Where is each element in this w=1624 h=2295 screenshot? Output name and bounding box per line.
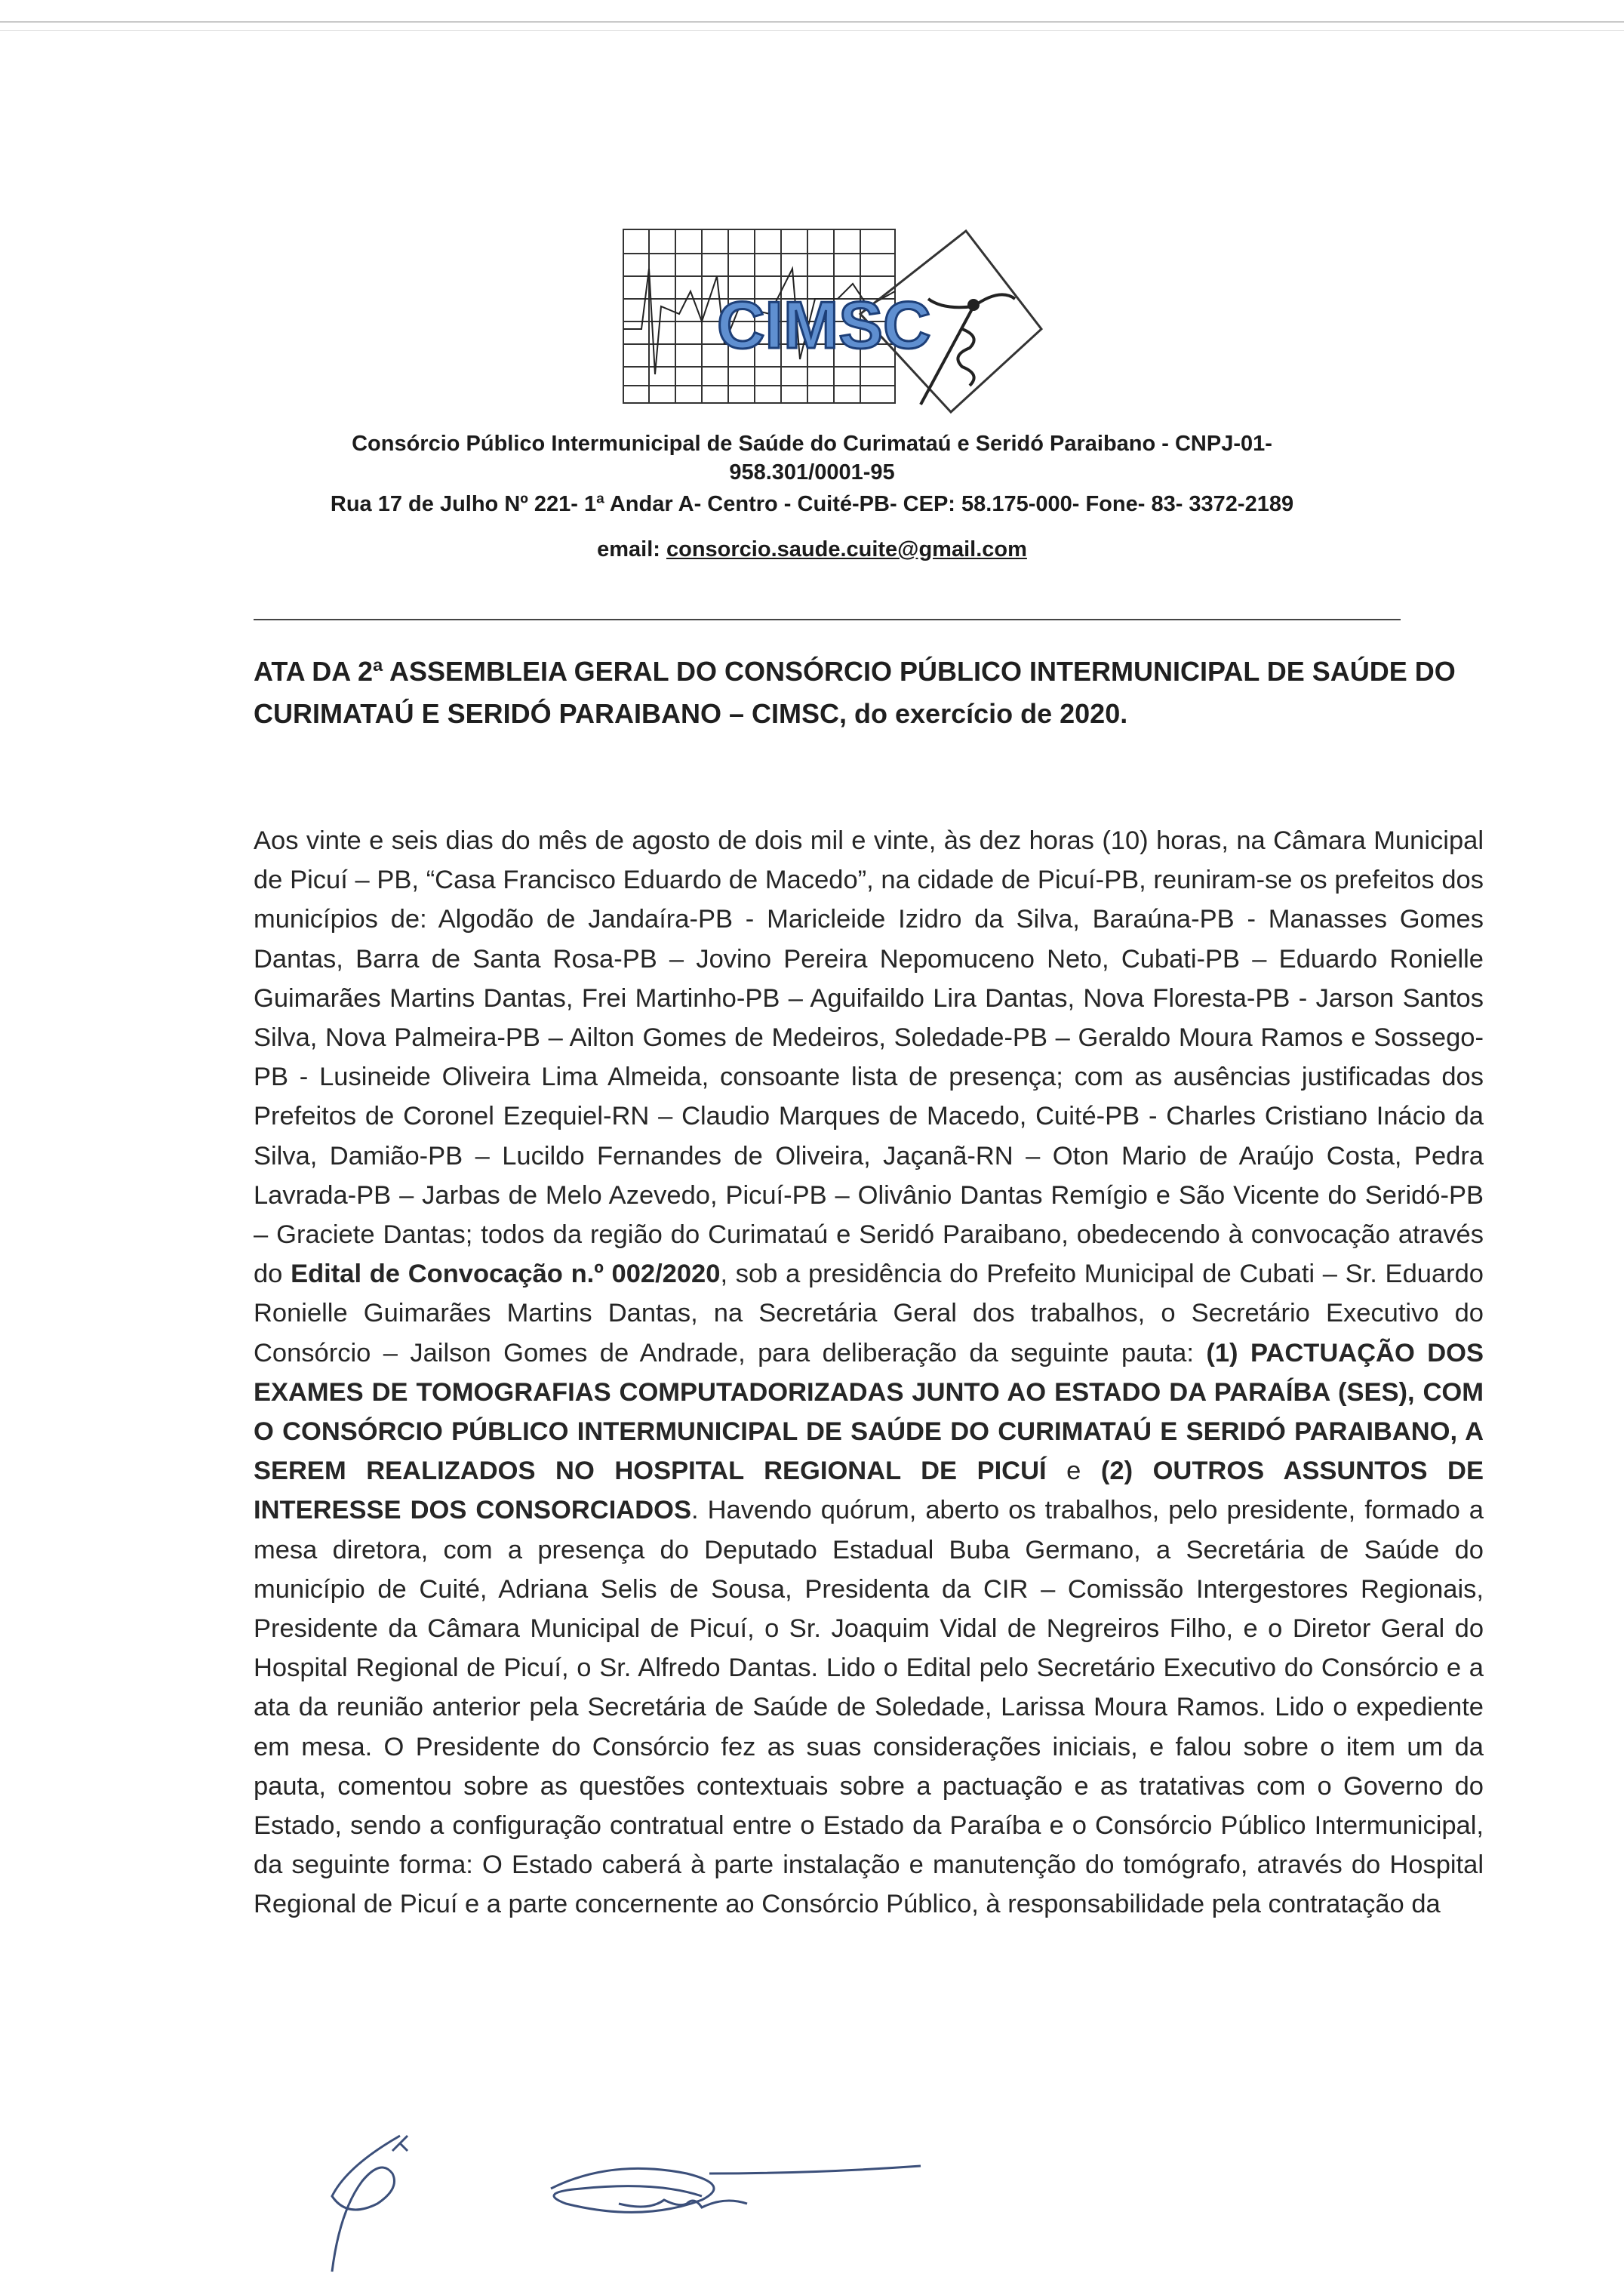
scan-edge-2 bbox=[0, 30, 1624, 31]
cimsc-logo bbox=[619, 223, 1102, 450]
signature-1 bbox=[332, 2136, 408, 2272]
header-divider bbox=[254, 619, 1401, 620]
header-line-2: 958.301/0001-95 bbox=[729, 460, 895, 485]
body-presidency: , sob a presidência do Prefeito Municipal de Cubati – Sr. Eduardo Ronielle Guimarães Martins Dantas, na Secretária Geral dos trabalhos, o Secretário Executivo do Consórcio – Jailson Gomes de Andrade, para deliberação da seguinte pauta: bbox=[254, 1260, 1484, 1367]
title-line-2: CURIMATAÚ E SERIDÓ PARAIBANO – CIMSC, do exercício de 2020. bbox=[254, 698, 1128, 729]
body-agenda-item-2: (2) OUTROS ASSUNTOS DE INTERESSE DOS CONSORCIADOS bbox=[254, 1457, 1484, 1525]
title-line-1: ATA DA 2ª ASSEMBLEIA GERAL DO CONSÓRCIO PÚBLICO INTERMUNICIPAL DE SAÚDE DO bbox=[254, 656, 1456, 687]
logo-text: CIMSC bbox=[717, 288, 931, 362]
signature-2 bbox=[551, 2166, 921, 2212]
body-intro: Aos vinte e seis dias do mês de agosto de dois mil e vinte, às dez horas (10) horas, na Câmara Municipal de Picuí – PB, “Casa Francisco Eduardo de Macedo”, na cidade de Picuí-PB, reuniram-se os prefeitos dos municípios de: Algodão de Jandaíra-PB - Maricleide Izidro da Silva, Baraúna-PB - Manasses Gomes Dantas, Barra de Santa Rosa-PB – Jovino Pereira Nepomuceno Neto, Cubati-PB – Eduardo Ronielle Guimarães Martins Dantas, Frei Martinho-PB – Aguifaildo Lira Dantas, Nova Floresta-PB - Jarson Santos Silva, Nova Palmeira-PB – Ailton Gomes de Medeiros, Soledade-PB – Geraldo Moura Ramos e Sossego-PB - Lusineide Oliveira Lima Almeida, consoante lista de presença; com as ausências justificadas dos Prefeitos de Coronel Ezequiel-RN – Claudio Marques de Macedo, Cuité-PB - Charles Cristiano Inácio da Silva, Damião-PB – Lucildo Fernandes de Oliveira, Jaçanã-RN – Oton Mario de Araújo Costa, Pedra Lavrada-PB – Jarbas de Melo Azevedo, Picuí-PB – Olivânio Dantas Remígio e São Vicente do Seridó-PB – Graciete Dantas; todos da região do Curimataú e Seridó Paraibano, obedecendo à convocação através do bbox=[254, 826, 1484, 1289]
document-title bbox=[254, 651, 1491, 735]
body-agenda-item-1: (1) PACTUAÇÃO DOS EXAMES DE TOMOGRAFIAS COMPUTADORIZADAS JUNTO AO ESTADO DA PARAÍBA (SES), COM O CONSÓRCIO PÚBLICO INTERMUNICIPAL DE SAÚDE DO CURIMATAÚ E SERIDÓ PARAIBANO, A SEREM REALIZADOS NO HOSPITAL REGIONAL DE PICUÍ bbox=[254, 1338, 1484, 1486]
header-address: Rua 17 de Julho Nº 221- 1ª Andar A- Centro - Cuité-PB- CEP: 58.175-000- Fone- 83- 3372-2189 bbox=[330, 492, 1294, 516]
body-conjunction: e bbox=[1066, 1457, 1081, 1486]
scan-edge bbox=[0, 21, 1624, 23]
minutes-body bbox=[254, 821, 1484, 1924]
email-label: email: bbox=[597, 537, 660, 561]
signatures bbox=[302, 2098, 1057, 2287]
header-line-1: Consórcio Público Intermunicipal de Saúde do Curimataú e Seridó Paraibano - CNPJ-01- bbox=[352, 432, 1272, 456]
header-email bbox=[0, 537, 1624, 562]
body-proceedings: . Havendo quórum, aberto os trabalhos, pelo presidente, formado a mesa diretora, com a presença do Deputado Estadual Buba Germano, a Secretária de Saúde do município de Cuité, Adriana Selis de Sousa, Presidenta da CIR – Comissão Intergestores Regionais, Presidente da Câmara Municipal de Picuí, o Sr. Joaquim Vidal de Negreiros Filho, e o Diretor Geral do Hospital Regional de Picuí, o Sr. Alfredo Dantas. Lido o Edital pelo Secretário Executivo do Consórcio e a ata da reunião anterior pela Secretária de Saúde de Soledade, Larissa Moura Ramos. Lido o expediente em mesa. O Presidente do Consórcio fez as suas considerações iniciais, e falou sobre o item um da pauta, comentou sobre as questões contextuais sobre a pactuação e as tratativas com o Governo do Estado, sendo a configuração contratual entre o Estado da Paraíba e o Consórcio Público Intermunicipal, da seguinte forma: O Estado caberá à parte instalação e manutenção do tomógrafo, através do Hospital Regional de Picuí e a parte concernente ao Consórcio Público, à responsabilidade pela contratação da bbox=[254, 1496, 1484, 1919]
email-link[interactable]: consorcio.saude.cuite@gmail.com bbox=[666, 537, 1027, 561]
body-edital: Edital de Convocação n.º 002/2020 bbox=[291, 1260, 721, 1289]
